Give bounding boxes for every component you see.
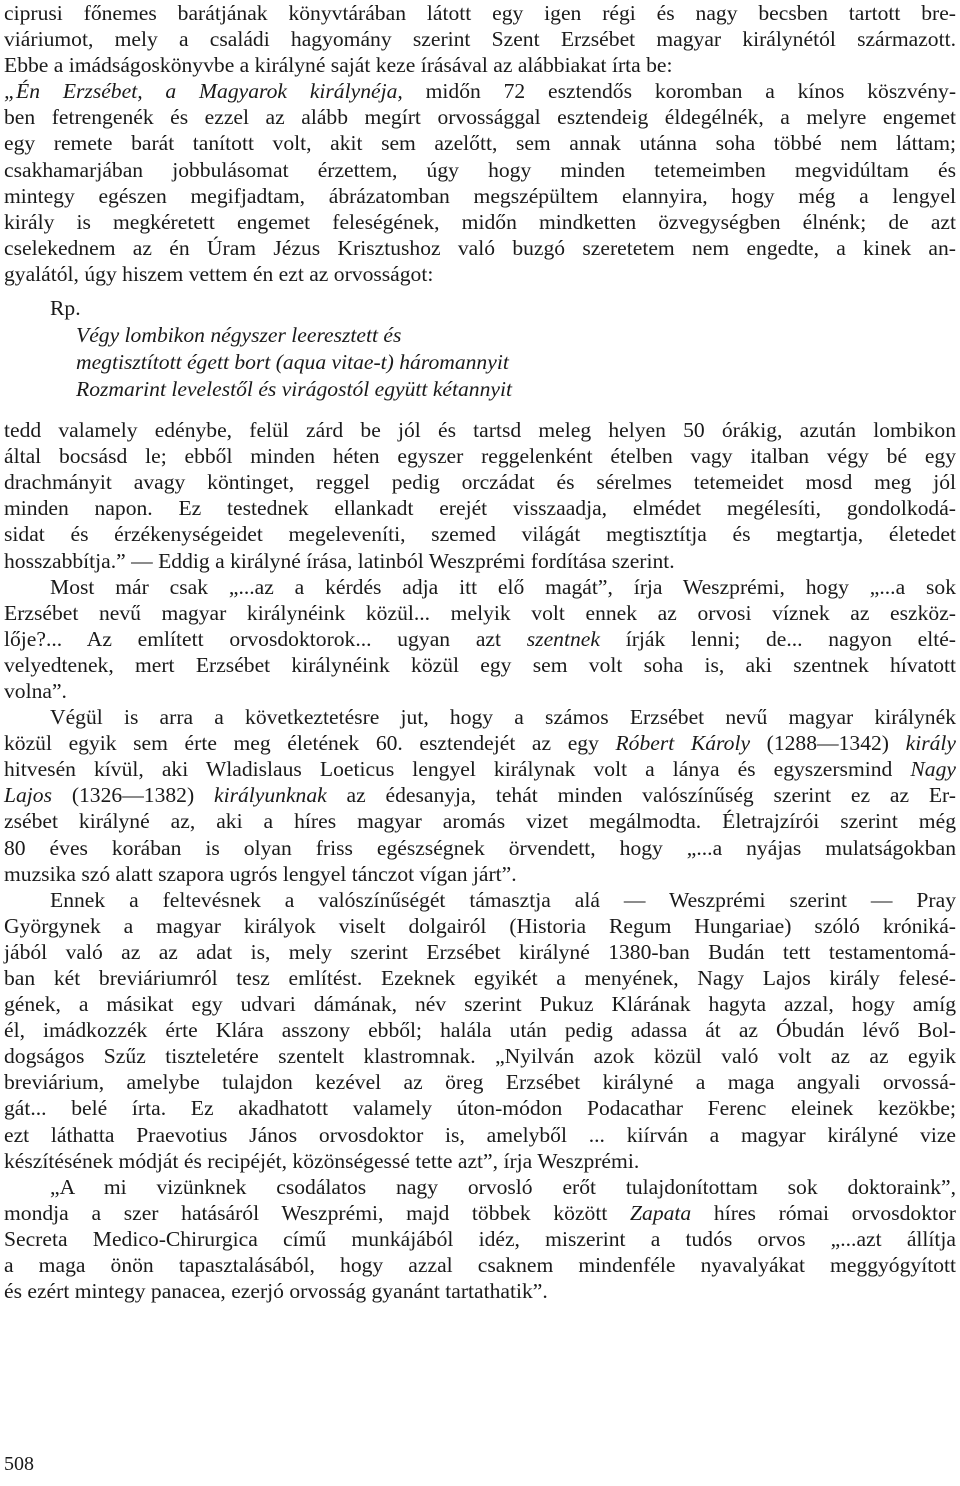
recipe-line: Rozmarint levelestől és virágostól együtt kétannyit [76, 377, 512, 402]
text-line: Ebbe a imádságoskönyvbe a királyné saját keze írásával az alábbiakat írta be: [4, 53, 673, 78]
text-line: jából való az az adat is, mely szerint Erzsébet királyné 1380-ban Budán tett testamentomá- [4, 939, 956, 964]
text-line: ezt láthatta Praevotius János orvosdoktor is, amelyből ... kiírván a magyar királyné vize [4, 1122, 956, 1147]
text-line: Végül is arra a következtetésre jut, hogy a számos Erzsébet nevű magyar királynék [50, 705, 956, 730]
italic-word: királyunknak [213, 783, 327, 808]
text-line: minden napon. Ez testednek ellankadt erejét visszaadja, elmédet megélesíti, gondolkodá- [4, 496, 956, 521]
recipe-line: Végy lombikon négyszer leeresztett és [76, 323, 402, 348]
italic-word: király [905, 731, 956, 756]
paragraph-intro [4, 0, 956, 78]
text-line: által bocsásd le; ebből minden héten egyszer reggelenként ételben vagy italban végy bé egy [4, 444, 956, 469]
italic-name: Róbert Károly [615, 731, 751, 756]
text-line: viáriumot, mely a családi hagyomány szerint Szent Erzsébet magyar királynétól származott. [4, 27, 956, 52]
text-line: gének, a másikat egy udvari dámának, név szerint Pukuz Klárának hagyta azzal, hogy amíg [4, 992, 956, 1017]
paragraph-panacea [4, 1174, 956, 1304]
text-line: él, imádkozzék érte Klára asszony ebből; halála után pedig adassa át az Óbudán lévő Bol- [4, 1018, 956, 1043]
italic-name: Lajos [4, 783, 53, 808]
recipe-line: megtisztított égett bort (aqua vitae-t) háromannyit [76, 350, 509, 375]
text-line: ban két breviáriumról tesz említést. Ezeknek egyikét a menyének, Nagy Lajos király felesé- [4, 966, 956, 990]
text-line: hosszabbítja.” — Eddig a királyné írása, latinból Weszprémi fordítása szerint. [4, 548, 675, 573]
paragraph-pray-chronicle [4, 887, 956, 1174]
italic-name: Nagy [910, 757, 956, 782]
quote-opening: „Én Erzsébet, a Magyarok királynéja, [4, 79, 403, 104]
recipe-block [4, 295, 956, 403]
text-line: király is megkéretett engemet feleségének, midőn mindketten özvegységben élnénk; de azt [4, 209, 956, 234]
recipe-heading: Rp. [50, 296, 81, 321]
paragraph-question [4, 574, 956, 704]
text-line: velyedtenek, mert Erzsébet királynéink közül egy sem volt soha is, aki szentnek hívatott [4, 652, 956, 677]
text-line: breviárium, amelybe tulajdon kezével az öreg Erzsébet királyné a maga angyali orvossá- [4, 1070, 956, 1095]
text-line [4, 782, 956, 808]
text-line: Györgynek a magyar királyok viselt dolgairól (Historia Regum Hungariae) szóló króniká- [4, 913, 956, 938]
text-line: „A mi vizünknek csodálatos nagy orvosló erőt tulajdonítottam sok doktoraink”, [50, 1174, 956, 1199]
text-line [4, 730, 956, 756]
text-line [4, 756, 956, 782]
document-page [4, 0, 956, 1304]
text-line: zsébet királyné az, aki a híres magyar aromás vizet megálmodta. Életrajzírói szerint még [4, 809, 956, 834]
text-line: készítésének módját és recipéjét, közönségessé tette azt”, írja Weszprémi. [4, 1148, 640, 1173]
text-line: Ennek a feltevésnek a valószínűségét támasztja alá — Weszprémi szerint — Pray [50, 887, 956, 912]
text-fragment: (1326—1382) [52, 783, 214, 808]
text-line: cselekednem az én Úram Jézus Krisztushoz való buzgó szeretetem nem engedte, a kinek an- [4, 235, 956, 260]
text-fragment: midőn 72 esztendős koromban a kínos köszvény- [402, 79, 957, 104]
text-line [4, 78, 956, 104]
text-line: a maga önön tapasztalásából, hogy azzal csaknem mindenféle nyavalyákat meggyógyított [4, 1253, 956, 1278]
text-line: dogságos Szűz tiszteletére szentelt klastromnak. „Nyilván azok közül való volt az az egyik [4, 1044, 956, 1069]
page-number: 508 [4, 1453, 34, 1475]
text-line: mintegy egészen megifjadtam, ábrázatomban megszépültem elannyira, hogy még a lengyel [4, 183, 956, 208]
text-line: drachmányit avagy köntinget, reggel pedig orczádat és sérelmes tetemeidet mosd meg jól [4, 470, 956, 495]
text-line: egy remete barát tanított volt, akit sem azelőtt, sem annak utánna soha többé nem láttam; [4, 131, 956, 156]
text-line: Erzsébet nevű magyar királynéink közül... melyik volt ennek az orvosi víznek az eszköz- [4, 600, 956, 625]
text-line [4, 1200, 956, 1226]
text-line: ben fetrengenék és ezzel az alább megírt orvossággal esztendeig éldegélnék, a melyre engemet [4, 105, 956, 130]
text-fragment: írják lenni; de... nagyon elté- [599, 626, 956, 651]
paragraph-queen-quote [4, 78, 956, 287]
text-fragment: híres római orvosdoktor [691, 1200, 956, 1225]
italic-name: Zapata [630, 1200, 692, 1225]
text-fragment: lője?... Az említett orvosdoktorok... ugyan azt [4, 626, 527, 651]
italic-word: szentnek [526, 626, 600, 651]
text-fragment: mondja a szer hatásáról Weszprémi, majd többek között [4, 1200, 631, 1225]
text-line: gát... belé írta. Ez akadhatott valamely úton-módon Podacathar Ferenc eleinek kezökbe; [4, 1096, 956, 1121]
text-line: Most már csak „...az a kérdés adja itt elő magát”, írja Weszprémi, hogy „...a sok [50, 574, 956, 599]
text-fragment: közül egyik sem érte meg életének 60. esztendejét az egy [4, 731, 616, 756]
text-line: tedd valamely edénybe, felül zárd be jól és tartsd meleg helyen 50 órákig, azután lombikon [4, 418, 956, 443]
text-line: volna”. [4, 678, 67, 703]
text-fragment: (1288—1342) [750, 731, 906, 756]
text-line: és ezért mintegy panacea, ezerjó orvosság gyanánt tartathatik”. [4, 1279, 548, 1304]
paragraph-conclusion [4, 704, 956, 887]
text-line: muzsika szó alatt szapora ugrós lengyel tánczot vígan járt”. [4, 861, 517, 886]
text-line: csakhamarjában jobbulásomat érzettem, úgy hogy minden tetemeimben megvidúltam és [4, 157, 956, 182]
text-line [4, 626, 956, 652]
text-line: Secreta Medico-Chirurgica című munkájából idéz, miszerint a tudós orvos „...azt állítja [4, 1226, 956, 1251]
text-line: sidat és érzékenységeidet megeleveníti, szemed világát megtisztítja és megtartja, életedet [4, 522, 956, 547]
paragraph-instructions [4, 417, 956, 574]
text-fragment: az édesanyja, tehát minden valószínűség szerint ez az Er- [326, 783, 956, 808]
text-line: 80 éves korában is olyan friss egészségnek örvendett, hogy „...a nyájas mulatságokban [4, 835, 956, 860]
text-fragment: hitvesén kívül, aki Wladislaus Loeticus lengyel királynak volt a lánya és egyszersmind [4, 757, 911, 782]
text-line: ciprusi főnemes barátjának könyvtárában látott egy igen régi és nagy becsben tartott bre- [4, 1, 956, 25]
text-line: gyalától, úgy hiszem vettem én ezt az orvosságot: [4, 261, 434, 286]
